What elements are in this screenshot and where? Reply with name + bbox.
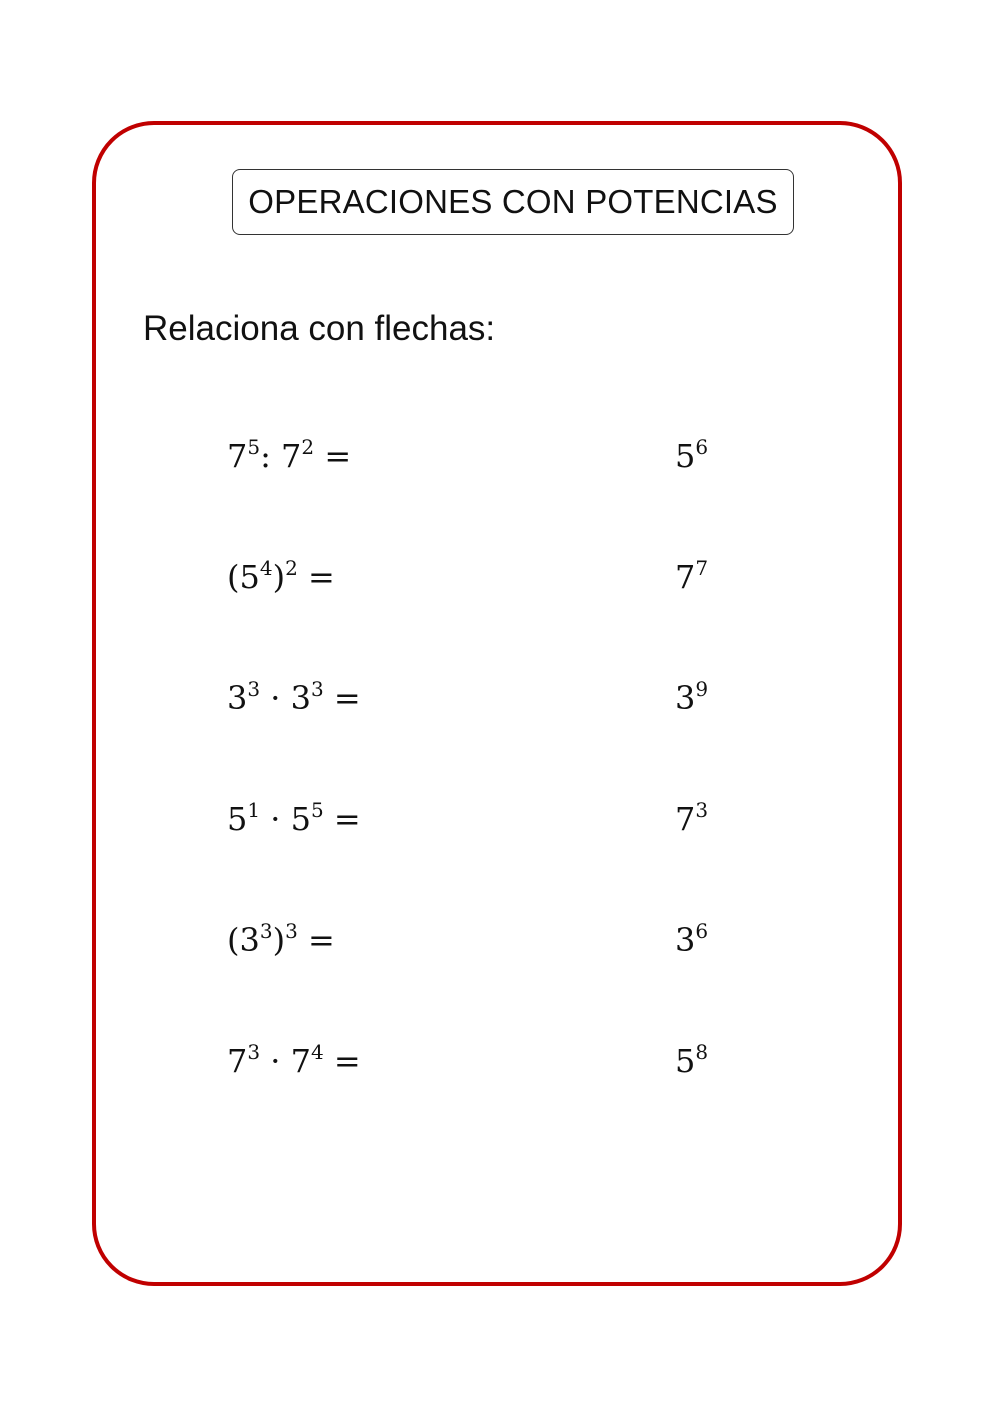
left-expression-5: $(3^3)^3$ =: [227, 919, 335, 959]
right-result-3: $3^9$: [675, 677, 709, 717]
left-expression-1: $7^5$: $7^2$ =: [227, 435, 352, 475]
worksheet-title: OPERACIONES CON POTENCIAS: [248, 183, 778, 220]
left-expression-6: $7^3 \cdot 7^4$ =: [227, 1040, 361, 1080]
left-expression-2: $(5^4)^2$ =: [227, 556, 335, 596]
title-box: [232, 169, 794, 235]
right-result-2: $7^7$: [675, 556, 709, 596]
worksheet-frame: [92, 121, 902, 1286]
right-result-6: $5^8$: [675, 1040, 709, 1080]
left-expression-4: $5^1 \cdot 5^5$ =: [227, 798, 361, 838]
instruction-text: Relaciona con flechas:: [143, 309, 496, 348]
left-expression-3: $3^3 \cdot 3^3$ =: [227, 677, 361, 717]
right-result-1: $5^6$: [675, 435, 709, 475]
right-result-4: $7^3$: [675, 798, 709, 838]
right-result-5: $3^6$: [675, 919, 709, 959]
